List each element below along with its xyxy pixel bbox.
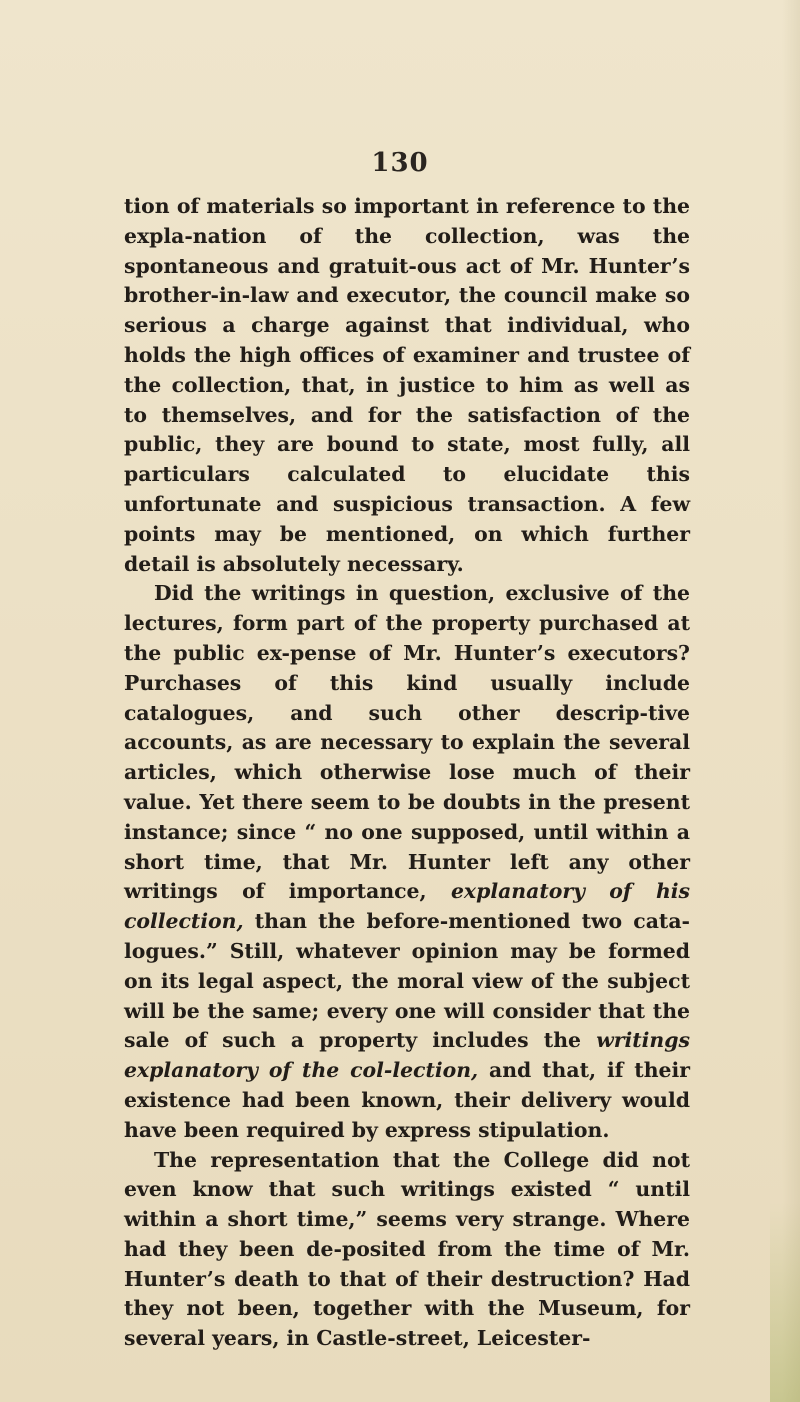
page-corner-stain xyxy=(770,1202,800,1402)
paragraph-2-text-a: Did the writings in question, exclusive of the lectures, form part of the property purchased at the public ex-pense of Mr. Hunter’s executors? Purchases of this kind usually include catalogues, and such other descrip-tive accounts, as are necessary to explain the several articles, which otherwise lose much of their value. Yet there seem to be doubts in the present instance; since “ no one supposed, until within a short time, that Mr. Hunter left any other writings of importance, xyxy=(124,581,690,904)
body-text xyxy=(124,192,690,1354)
paragraph-2 xyxy=(124,579,690,1145)
paragraph-3-text: The representation that the College did not even know that such writings existed “ until within a short time,” seems very strange. Where had they been de-posited from the time of Mr. Hunter’s death to that of their destruction? Had they not been, together with the Museum, for several years, in Castle-street, Leicester- xyxy=(124,1147,690,1351)
paragraph-2-text-c: and that, if their existence had been known, their delivery would have been required by express stipulation. xyxy=(124,1058,690,1142)
page-edge-shadow xyxy=(782,0,800,1402)
paragraph-1-text: tion of materials so important in reference to the expla-nation of the collection, was the spontaneous and gratuit-ous act of Mr. Hunter’s brother-in-law and executor, the council make so serious a charge against that individual, who holds the high offices of examiner and trustee of the collection, that, in justice to him as well as to themselves, and for the satisfaction of the public, they are bound to state, most fully, all particulars calculated to elucidate this unfortunate and suspicious transaction. A few points may be mentioned, on which further detail is absolutely necessary. xyxy=(124,194,690,576)
page-number: 130 xyxy=(371,148,429,178)
paragraph-3 xyxy=(124,1146,690,1355)
paragraph-1 xyxy=(124,192,690,579)
paragraph-2-italic-a: explanatory of his collection, xyxy=(124,879,690,934)
paragraph-2-italic-b: writings explanatory of the col-lection, xyxy=(124,1028,690,1083)
paragraph-2-text-b: than the before-mentioned two cata-logues.” Still, whatever opinion may be formed on its legal aspect, the moral view of the subject will be the same; every one will consider that the sale of such a property includes the xyxy=(124,909,690,1053)
